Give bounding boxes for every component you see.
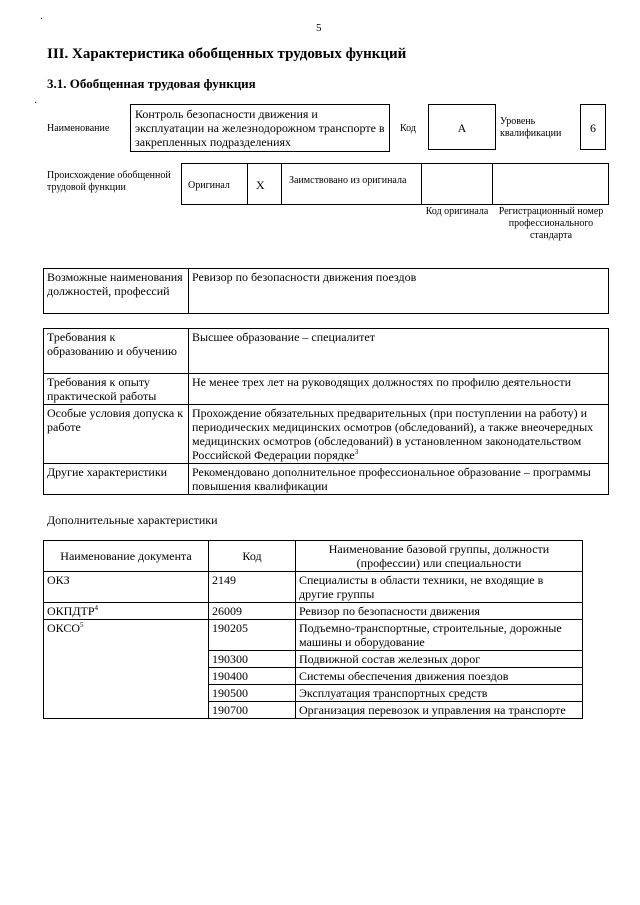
doc-name: ОКЗ xyxy=(47,573,70,587)
positions-table xyxy=(43,268,609,314)
requirement-label: Требования к опыту практической работы xyxy=(44,374,189,405)
requirement-row xyxy=(44,464,609,495)
additional-header-row xyxy=(44,541,583,572)
additional-table xyxy=(43,540,583,719)
original-mark: Х xyxy=(256,178,265,192)
additional-row xyxy=(44,620,583,651)
code-original-caption: Код оригинала xyxy=(425,206,489,217)
requirement-value-text: Не менее трех лет на руководящих должностях по профилю деятельности xyxy=(192,375,572,389)
doc-name-cell xyxy=(44,603,209,620)
requirement-row xyxy=(44,374,609,405)
name-label: Наименование xyxy=(47,123,110,134)
requirement-value-text: Высшее образование – специалитет xyxy=(192,330,375,344)
doc-name: ОКСО xyxy=(47,621,81,635)
group-name-cell: Организация перевозок и управления на транспорте xyxy=(296,702,583,719)
additional-header-cell: Наименование документа xyxy=(44,541,209,572)
group-name-cell: Ревизор по безопасности движения xyxy=(296,603,583,620)
positions-label: Возможные наименования должностей, профессий xyxy=(44,269,189,314)
requirement-value-text: Прохождение обязательных предварительных (при поступлении на работу) и периодических медицинских осмотров (обследований), а также внеочередных медицинских осмотров (обследований) в установленном законодательством Российской Федерации порядке xyxy=(192,406,594,462)
corner-mark-left: · xyxy=(34,98,38,109)
group-name-cell: Эксплуатация транспортных средств xyxy=(296,685,583,702)
page-number: 5 xyxy=(316,22,322,34)
footnote-ref: 3 xyxy=(354,448,359,456)
group-name-cell: Системы обеспечения движения поездов xyxy=(296,668,583,685)
code-cell: 190500 xyxy=(209,685,296,702)
footnote-ref: 4 xyxy=(94,604,99,612)
additional-row xyxy=(44,603,583,620)
requirement-value xyxy=(189,464,609,495)
footnote-ref: 5 xyxy=(80,621,84,629)
level-value: 6 xyxy=(580,104,606,150)
requirement-row xyxy=(44,405,609,464)
doc-name-cell xyxy=(44,572,209,603)
origin-divider-2 xyxy=(281,163,282,205)
requirement-label: Другие характеристики xyxy=(44,464,189,495)
requirement-label: Особые условия допуска к работе xyxy=(44,405,189,464)
code-cell: 2149 xyxy=(209,572,296,603)
additional-header-cell: Наименование базовой группы, должности (профессии) или специальности xyxy=(296,541,583,572)
group-name-cell: Специалисты в области техники, не входящие в другие группы xyxy=(296,572,583,603)
level-label: Уровень квалификации xyxy=(500,116,562,139)
origin-divider-1 xyxy=(247,163,248,205)
requirement-label: Требования к образованию и обучению xyxy=(44,329,189,374)
positions-value: Ревизор по безопасности движения поездов xyxy=(189,269,609,314)
doc-name: ОКПДТР xyxy=(47,604,95,618)
requirement-value-text: Рекомендовано дополнительное профессиональное образование – программы повышения квалификации xyxy=(192,465,591,493)
code-label: Код xyxy=(400,123,416,134)
requirements-table xyxy=(43,328,609,495)
reg-number-caption: Регистрационный номер профессионального стандарта xyxy=(498,206,604,241)
section-title: III. Характеристика обобщенных трудовых функций xyxy=(47,46,407,62)
code-cell: 190700 xyxy=(209,702,296,719)
requirement-value xyxy=(189,405,609,464)
code-value: А xyxy=(428,104,496,150)
group-name-cell: Подъемно-транспортные, строительные, дорожные машины и оборудование xyxy=(296,620,583,651)
requirement-row xyxy=(44,329,609,374)
additional-row xyxy=(44,572,583,603)
additional-title: Дополнительные характеристики xyxy=(47,513,218,527)
code-cell: 190400 xyxy=(209,668,296,685)
requirement-value xyxy=(189,329,609,374)
code-cell: 26009 xyxy=(209,603,296,620)
origin-label: Происхождение обобщенной трудовой функции xyxy=(47,170,171,193)
additional-header-cell: Код xyxy=(209,541,296,572)
origin-divider-3 xyxy=(421,163,422,205)
original-label: Оригинал xyxy=(188,180,230,191)
corner-mark-top: · xyxy=(40,14,44,25)
code-cell: 190300 xyxy=(209,651,296,668)
code-cell: 190205 xyxy=(209,620,296,651)
function-name-value: Контроль безопасности движения и эксплуатации на железнодорожном транспорте в закрепленных подразделениях xyxy=(130,104,390,152)
borrowed-label: Заимствовано из оригинала xyxy=(289,175,407,186)
subsection-title: 3.1. Обобщенная трудовая функция xyxy=(47,76,256,91)
origin-divider-4 xyxy=(492,163,493,205)
doc-name-cell xyxy=(44,620,209,719)
requirement-value xyxy=(189,374,609,405)
group-name-cell: Подвижной состав железных дорог xyxy=(296,651,583,668)
